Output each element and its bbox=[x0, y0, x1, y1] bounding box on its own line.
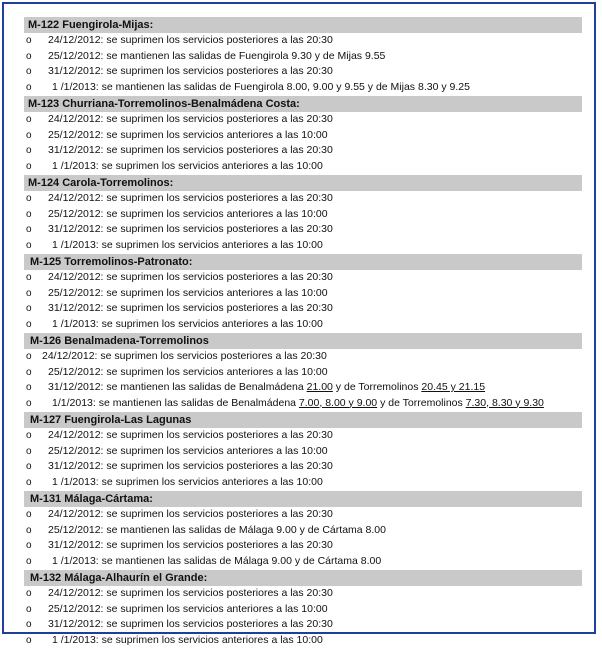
notice-text-part: 1/1/2013: se mantienen las salidas de Benalmádena bbox=[52, 397, 299, 409]
bullet-icon: o bbox=[24, 222, 42, 238]
bullet-icon: o bbox=[24, 396, 42, 412]
notice-text-part: 25/12/2012: se mantienen las salidas de Málaga 9.00 y de Cártama 8.00 bbox=[48, 524, 386, 536]
notice-text bbox=[42, 602, 328, 618]
notice-text bbox=[42, 365, 328, 381]
notice-item bbox=[24, 49, 582, 65]
notice-text bbox=[42, 64, 333, 80]
notice-text-part: 25/12/2012: se suprimen los servicios anteriores a las 10:00 bbox=[48, 208, 328, 220]
notice-text-part: 31/12/2012: se suprimen los servicios posteriores a las 20:30 bbox=[48, 144, 333, 156]
route-title: M-132 Málaga-Alhaurín el Grande: bbox=[24, 570, 582, 586]
notice-item bbox=[24, 380, 582, 396]
notice-text-part: 24/12/2012: se suprimen los servicios posteriores a las 20:30 bbox=[48, 271, 333, 283]
bullet-icon: o bbox=[24, 112, 42, 128]
underlined-times: 7.00, 8.00 y 9.00 bbox=[299, 397, 377, 409]
notice-item bbox=[24, 64, 582, 80]
notice-text-part: 1 /1/2013: se mantienen las salidas de Fuengirola 8.00, 9.00 y 9.55 y de Mijas 8.30 y 9.25 bbox=[52, 81, 470, 93]
bullet-icon: o bbox=[24, 444, 42, 460]
bullet-icon: o bbox=[24, 554, 42, 570]
notice-text-part: 1 /1/2013: se suprimen los servicios anteriores a las 10:00 bbox=[52, 239, 323, 251]
bullet-icon: o bbox=[24, 602, 42, 618]
bullet-icon: o bbox=[24, 143, 42, 159]
notice-text bbox=[42, 80, 470, 96]
notice-text-part: 1 /1/2013: se suprimen los servicios anteriores a las 10:00 bbox=[52, 634, 323, 646]
route-section bbox=[24, 412, 582, 490]
notice-text bbox=[42, 475, 323, 491]
notice-text-part: 31/12/2012: se suprimen los servicios posteriores a las 20:30 bbox=[48, 223, 333, 235]
bullet-icon: o bbox=[24, 207, 42, 223]
notice-item bbox=[24, 159, 582, 175]
notice-item bbox=[24, 554, 582, 570]
notice-item bbox=[24, 207, 582, 223]
bullet-icon: o bbox=[24, 286, 42, 302]
notice-item bbox=[24, 507, 582, 523]
route-title: M-122 Fuengirola-Mijas: bbox=[24, 17, 582, 33]
bullet-icon: o bbox=[24, 380, 42, 396]
bullet-icon: o bbox=[24, 64, 42, 80]
notice-text-part: 24/12/2012: se suprimen los servicios posteriores a las 20:30 bbox=[42, 350, 327, 362]
notice-item bbox=[24, 396, 582, 412]
notice-item bbox=[24, 602, 582, 618]
notice-item bbox=[24, 633, 582, 648]
notice-item bbox=[24, 128, 582, 144]
route-title: M-124 Carola-Torremolinos: bbox=[24, 175, 582, 191]
notice-text-part: 24/12/2012: se suprimen los servicios posteriores a las 20:30 bbox=[48, 34, 333, 46]
notice-text-part: 24/12/2012: se suprimen los servicios posteriores a las 20:30 bbox=[48, 113, 333, 125]
route-section bbox=[24, 491, 582, 569]
bullet-icon: o bbox=[24, 428, 42, 444]
bullet-icon: o bbox=[24, 586, 42, 602]
notice-text-part: 31/12/2012: se suprimen los servicios posteriores a las 20:30 bbox=[48, 460, 333, 472]
notice-text bbox=[42, 207, 328, 223]
bullet-icon: o bbox=[24, 365, 42, 381]
notice-text-part: 25/12/2012: se suprimen los servicios anteriores a las 10:00 bbox=[48, 445, 328, 457]
notice-text-part: 1 /1/2013: se suprimen los servicios anteriores a las 10:00 bbox=[52, 318, 323, 330]
bullet-icon: o bbox=[24, 507, 42, 523]
route-section bbox=[24, 17, 582, 95]
notice-item bbox=[24, 617, 582, 633]
notice-text-part: 31/12/2012: se suprimen los servicios posteriores a las 20:30 bbox=[48, 65, 333, 77]
notice-text bbox=[42, 444, 328, 460]
notice-item bbox=[24, 538, 582, 554]
notice-text bbox=[42, 586, 333, 602]
notice-text-part: 31/12/2012: se mantienen las salidas de Benalmádena bbox=[48, 381, 307, 393]
notice-text bbox=[42, 523, 386, 539]
notice-text bbox=[42, 270, 333, 286]
notice-text-part: 25/12/2012: se suprimen los servicios anteriores a las 10:00 bbox=[48, 366, 328, 378]
notice-text bbox=[42, 507, 333, 523]
notice-item bbox=[24, 586, 582, 602]
bullet-icon: o bbox=[24, 538, 42, 554]
notice-text-part: 1 /1/2013: se suprimen los servicios anteriores a las 10:00 bbox=[52, 160, 323, 172]
notice-item bbox=[24, 317, 582, 333]
notice-text bbox=[42, 191, 333, 207]
notice-text bbox=[42, 554, 381, 570]
document-body bbox=[24, 16, 582, 648]
bullet-icon: o bbox=[24, 301, 42, 317]
notice-item bbox=[24, 444, 582, 460]
notice-text bbox=[42, 380, 485, 396]
notice-text-part: 31/12/2012: se suprimen los servicios posteriores a las 20:30 bbox=[48, 539, 333, 551]
notice-text bbox=[42, 349, 327, 365]
route-title: M-131 Málaga-Cártama: bbox=[24, 491, 582, 507]
bullet-icon: o bbox=[24, 633, 42, 648]
notice-item bbox=[24, 238, 582, 254]
bullet-icon: o bbox=[24, 523, 42, 539]
bullet-icon: o bbox=[24, 270, 42, 286]
notice-text bbox=[42, 317, 323, 333]
notice-text bbox=[42, 33, 333, 49]
notice-text-part: 25/12/2012: se suprimen los servicios anteriores a las 10:00 bbox=[48, 603, 328, 615]
notice-text bbox=[42, 222, 333, 238]
notice-text bbox=[42, 286, 328, 302]
notice-text bbox=[42, 159, 323, 175]
notice-item bbox=[24, 428, 582, 444]
notice-text bbox=[42, 128, 328, 144]
bullet-icon: o bbox=[24, 459, 42, 475]
notice-text bbox=[42, 396, 544, 412]
route-title: M-127 Fuengirola-Las Lagunas bbox=[24, 412, 582, 428]
bullet-icon: o bbox=[24, 238, 42, 254]
notice-text bbox=[42, 459, 333, 475]
underlined-times: 20.45 y 21.15 bbox=[421, 381, 485, 393]
notice-text-part: 24/12/2012: se suprimen los servicios posteriores a las 20:30 bbox=[48, 587, 333, 599]
notice-item bbox=[24, 286, 582, 302]
notice-item bbox=[24, 475, 582, 491]
notice-text bbox=[42, 143, 333, 159]
notice-text-part: 25/12/2012: se suprimen los servicios anteriores a las 10:00 bbox=[48, 287, 328, 299]
notice-text-part: 31/12/2012: se suprimen los servicios posteriores a las 20:30 bbox=[48, 618, 333, 630]
bullet-icon: o bbox=[24, 159, 42, 175]
route-section bbox=[24, 333, 582, 411]
bullet-icon: o bbox=[24, 617, 42, 633]
bullet-icon: o bbox=[24, 80, 42, 96]
notice-text bbox=[42, 112, 333, 128]
notice-text-part: 24/12/2012: se suprimen los servicios posteriores a las 20:30 bbox=[48, 508, 333, 520]
notice-text-part: 1 /1/2013: se mantienen las salidas de Málaga 9.00 y de Cártama 8.00 bbox=[52, 555, 381, 567]
route-section bbox=[24, 570, 582, 648]
route-section bbox=[24, 254, 582, 332]
notice-text-part: y de Torremolinos bbox=[377, 397, 466, 409]
bullet-icon: o bbox=[24, 49, 42, 65]
underlined-times: 21.00 bbox=[307, 381, 333, 393]
notice-item bbox=[24, 80, 582, 96]
route-section bbox=[24, 175, 582, 253]
notice-item bbox=[24, 191, 582, 207]
notice-text-part: 1 /1/2013: se suprimen los servicios anteriores a las 10:00 bbox=[52, 476, 323, 488]
notice-item bbox=[24, 523, 582, 539]
notice-item bbox=[24, 222, 582, 238]
notice-text-part: 25/12/2012: se mantienen las salidas de Fuengirola 9.30 y de Mijas 9.55 bbox=[48, 50, 385, 62]
notice-text bbox=[42, 428, 333, 444]
notice-text bbox=[42, 238, 323, 254]
bullet-icon: o bbox=[24, 33, 42, 49]
notice-text bbox=[42, 538, 333, 554]
route-title: M-123 Churriana-Torremolinos-Benalmádena Costa: bbox=[24, 96, 582, 112]
notice-item bbox=[24, 33, 582, 49]
bullet-icon: o bbox=[24, 349, 42, 365]
notice-item bbox=[24, 301, 582, 317]
notice-text bbox=[42, 301, 333, 317]
route-title: M-126 Benalmadena-Torremolinos bbox=[24, 333, 582, 349]
notice-text-part: y de Torremolinos bbox=[333, 381, 422, 393]
notice-text-part: 25/12/2012: se suprimen los servicios anteriores a las 10:00 bbox=[48, 129, 328, 141]
notice-item bbox=[24, 270, 582, 286]
notice-item bbox=[24, 459, 582, 475]
bullet-icon: o bbox=[24, 317, 42, 333]
route-section bbox=[24, 96, 582, 174]
notice-item bbox=[24, 112, 582, 128]
notice-text bbox=[42, 617, 333, 633]
notice-item bbox=[24, 365, 582, 381]
notice-item bbox=[24, 349, 582, 365]
notice-text-part: 24/12/2012: se suprimen los servicios posteriores a las 20:30 bbox=[48, 429, 333, 441]
bullet-icon: o bbox=[24, 191, 42, 207]
notice-text bbox=[42, 49, 385, 65]
bullet-icon: o bbox=[24, 475, 42, 491]
notice-text-part: 31/12/2012: se suprimen los servicios posteriores a las 20:30 bbox=[48, 302, 333, 314]
notice-text bbox=[42, 633, 323, 648]
notice-item bbox=[24, 143, 582, 159]
notice-text-part: 24/12/2012: se suprimen los servicios posteriores a las 20:30 bbox=[48, 192, 333, 204]
route-title: M-125 Torremolinos-Patronato: bbox=[24, 254, 582, 270]
bullet-icon: o bbox=[24, 128, 42, 144]
underlined-times: 7.30, 8.30 y 9.30 bbox=[466, 397, 544, 409]
